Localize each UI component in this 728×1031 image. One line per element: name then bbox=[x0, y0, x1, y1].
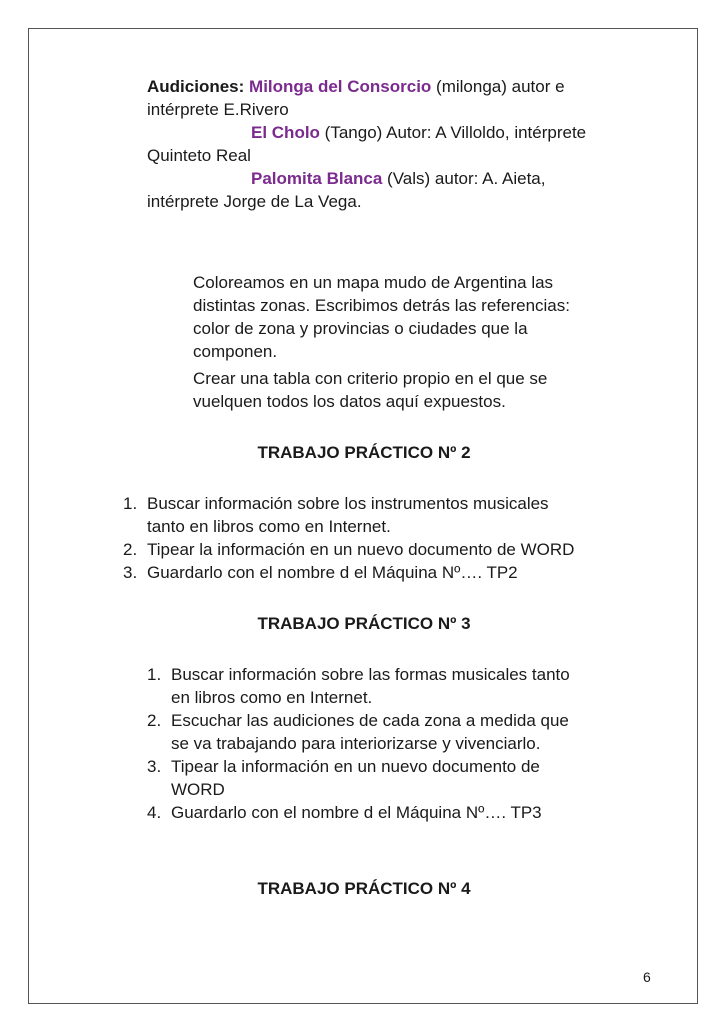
tp3-item-1-line: Buscar información sobre las formas musicales tanto bbox=[171, 665, 570, 684]
audiciones-label: Audiciones: bbox=[147, 77, 245, 96]
tp2-item-1-line: Buscar información sobre los instrumentos musicales bbox=[147, 494, 549, 513]
tp2-item-3-num: 3. bbox=[123, 563, 138, 582]
tp3-item-2-line: Escuchar las audiciones de cada zona a medida que bbox=[171, 711, 569, 730]
tp3-item-4-line: Guardarlo con el nombre d el Máquina Nº…. TP3 bbox=[171, 803, 542, 822]
audicion-3-title: Palomita Blanca bbox=[251, 169, 383, 188]
tp3-heading: TRABAJO PRÁCTICO Nº 3 bbox=[257, 614, 471, 633]
audicion-3-line1 bbox=[251, 167, 545, 190]
tp2-item-1-num: 1. bbox=[123, 494, 138, 513]
audicion-2-rest: (Tango) Autor: A Villoldo, intérprete bbox=[319, 123, 587, 142]
tp3-item-1-line: en libros como en Internet. bbox=[171, 688, 373, 707]
audicion-1-line1 bbox=[147, 75, 565, 98]
tp3-item-4-num: 4. bbox=[147, 803, 162, 822]
activity-1-line: distintas zonas. Escribimos detrás las referencias: bbox=[193, 296, 570, 315]
audicion-1-rest: (milonga) autor e bbox=[431, 77, 565, 96]
tp2-heading: TRABAJO PRÁCTICO Nº 2 bbox=[257, 443, 471, 462]
activity-1-line: Coloreamos en un mapa mudo de Argentina las bbox=[193, 273, 554, 292]
audicion-2-line2: Quinteto Real bbox=[147, 146, 251, 165]
audicion-3-rest: (Vals) autor: A. Aieta, bbox=[382, 169, 546, 188]
tp3-item-3-line: Tipear la información en un nuevo documento de bbox=[171, 757, 540, 776]
audicion-1-line2: intérprete E.Rivero bbox=[147, 100, 289, 119]
page-number: 6 bbox=[643, 969, 651, 985]
tp3-item-3-num: 3. bbox=[147, 757, 162, 776]
activity-2-line: Crear una tabla con criterio propio en el que se bbox=[193, 369, 548, 388]
audicion-2-line1 bbox=[251, 121, 586, 144]
tp3-item-2-line: se va trabajando para interiorizarse y vivenciarlo. bbox=[171, 734, 541, 753]
tp2-item-2-num: 2. bbox=[123, 540, 138, 559]
activity-2-line: vuelquen todos los datos aquí expuestos. bbox=[193, 392, 506, 411]
audicion-2-title: El Cholo bbox=[251, 123, 320, 142]
tp2-item-3-line: Guardarlo con el nombre d el Máquina Nº…. TP2 bbox=[147, 563, 518, 582]
activity-1-line: componen. bbox=[193, 342, 278, 361]
audicion-1-title: Milonga del Consorcio bbox=[249, 77, 432, 96]
tp2-item-2-line: Tipear la información en un nuevo documento de WORD bbox=[147, 540, 575, 559]
tp4-heading: TRABAJO PRÁCTICO Nº 4 bbox=[257, 879, 471, 898]
tp2-item-1-line: tanto en libros como en Internet. bbox=[147, 517, 391, 536]
tp3-item-2-num: 2. bbox=[147, 711, 162, 730]
tp3-item-3-line: WORD bbox=[171, 780, 225, 799]
audicion-3-line2: intérprete Jorge de La Vega. bbox=[147, 192, 362, 211]
tp3-item-1-num: 1. bbox=[147, 665, 162, 684]
activity-1-line: color de zona y provincias o ciudades que la bbox=[193, 319, 528, 338]
